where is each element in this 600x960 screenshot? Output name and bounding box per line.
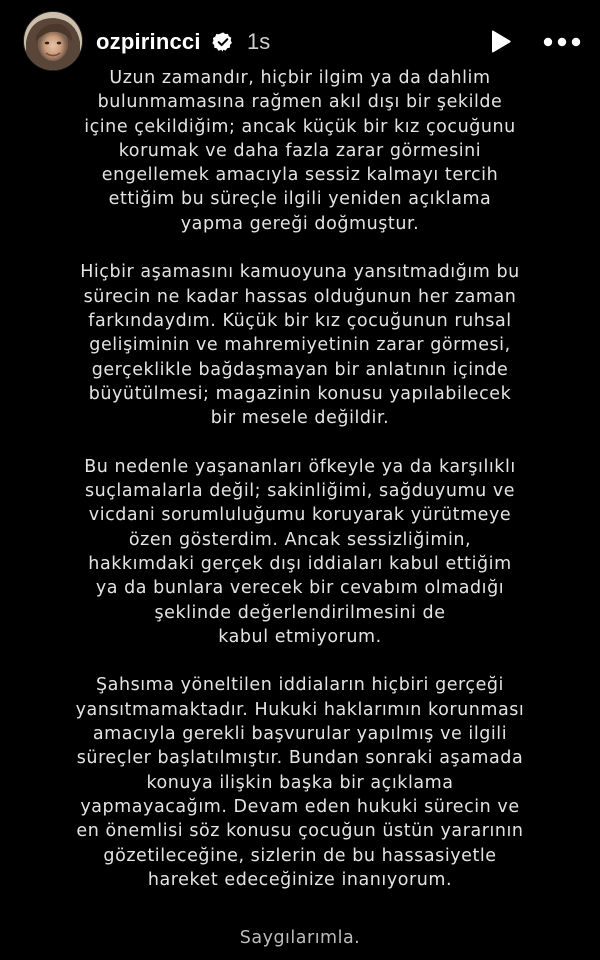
text-line: kabul etmiyorum.: [218, 626, 382, 647]
verified-badge-icon: [212, 31, 234, 53]
paragraph-4: [30, 673, 570, 892]
text-line: Uzun zamandır, hiçbir ilgim ya da dahlim: [109, 68, 491, 88]
username[interactable]: ozpirincci: [96, 29, 201, 54]
text-line: Hiçbir aşamasını kamuoyuna yansıtmadığım bu: [80, 262, 520, 283]
text-line: suçlamalarla değil; sakinliğimi, sağduyumu ve: [84, 481, 516, 502]
paragraph-spacer: [30, 649, 570, 673]
avatar-photo: [24, 12, 82, 70]
text-line: sürecin ne kadar hassas olduğunun her zaman: [83, 286, 517, 307]
text-line: en önemlisi söz konusu çocuğun üstün yararının: [76, 821, 524, 842]
text-line: bulunmamasına rağmen akıl dışı bir şekilde: [97, 92, 503, 113]
text-line: konuya ilişkin başka bir açıklama: [146, 772, 454, 793]
paragraph-spacer: [30, 236, 570, 260]
text-line: korumak ve daha fazla zarar görmesini: [118, 140, 482, 161]
text-line: şeklinde değerlendirilmesini de: [154, 602, 446, 623]
more-horizontal-icon[interactable]: [542, 30, 582, 54]
text-line: Şahsıma yöneltilen iddiaların hiçbiri gerçeği: [96, 675, 504, 696]
text-line: yapmayacağım. Devam eden hukuki sürecin ve: [80, 796, 520, 817]
profile-avatar[interactable]: [24, 12, 82, 70]
text-line: amacıyla gerekli başvurular yapılmış ve ilgili: [92, 724, 508, 745]
text-line: gerçeklikle bağdaşmayan bir anlatının içinde: [91, 359, 509, 380]
text-line: gelişiminin ve mahremiyetinin zarar görmesi,: [89, 335, 511, 356]
signoff-text: Saygılarımla.: [239, 928, 361, 948]
story-text: [30, 66, 570, 892]
text-line: süreçler başlatılmıştır. Bundan sonraki aşamada: [76, 748, 524, 769]
text-line: bir mesele değildir.: [210, 408, 390, 429]
text-line: yapma gereği doğmuştur.: [180, 213, 420, 234]
play-icon[interactable]: [486, 28, 514, 56]
text-line: farkındaydım. Küçük bir kız çocuğunun ruhsal: [88, 310, 512, 331]
text-line: özen gösterdim. Ancak sessizliğimin,: [128, 529, 472, 550]
text-line: yansıtmamaktadır. Hukuki haklarımın korunması: [75, 699, 525, 720]
text-line: hareket edeceğinize inanıyorum.: [147, 869, 453, 890]
paragraph-2: [30, 260, 570, 430]
post-time: 1s: [247, 29, 271, 54]
text-line: Bu nedenle yaşananları öfkeyle ya da karşılıklı: [84, 456, 516, 477]
paragraph-spacer: [30, 430, 570, 454]
text-line: vicdani sorumluluğumu koruyarak yürütmeye: [88, 505, 512, 526]
text-line: ettiğim bu süreçle ilgili yeniden açıklama: [108, 189, 492, 210]
paragraph-3: [30, 455, 570, 649]
text-line: büyütülmesi; magazinin konusu yapılabilecek: [88, 383, 512, 404]
text-line: hakkımdaki gerçek dışı iddiaları kabul ettiğim: [88, 553, 512, 574]
text-line: içine çekildiğim; ancak küçük bir kız çocuğunu: [84, 116, 516, 137]
text-line: engellemek amacıyla sessiz kalmayı tercih: [101, 165, 499, 186]
text-line: ya da bunlara verecek bir cevabım olmadığı: [95, 578, 505, 599]
paragraph-1: [30, 66, 570, 236]
text-line: gözetileceğine, sizlerin de bu hassasiyetle: [103, 845, 497, 866]
